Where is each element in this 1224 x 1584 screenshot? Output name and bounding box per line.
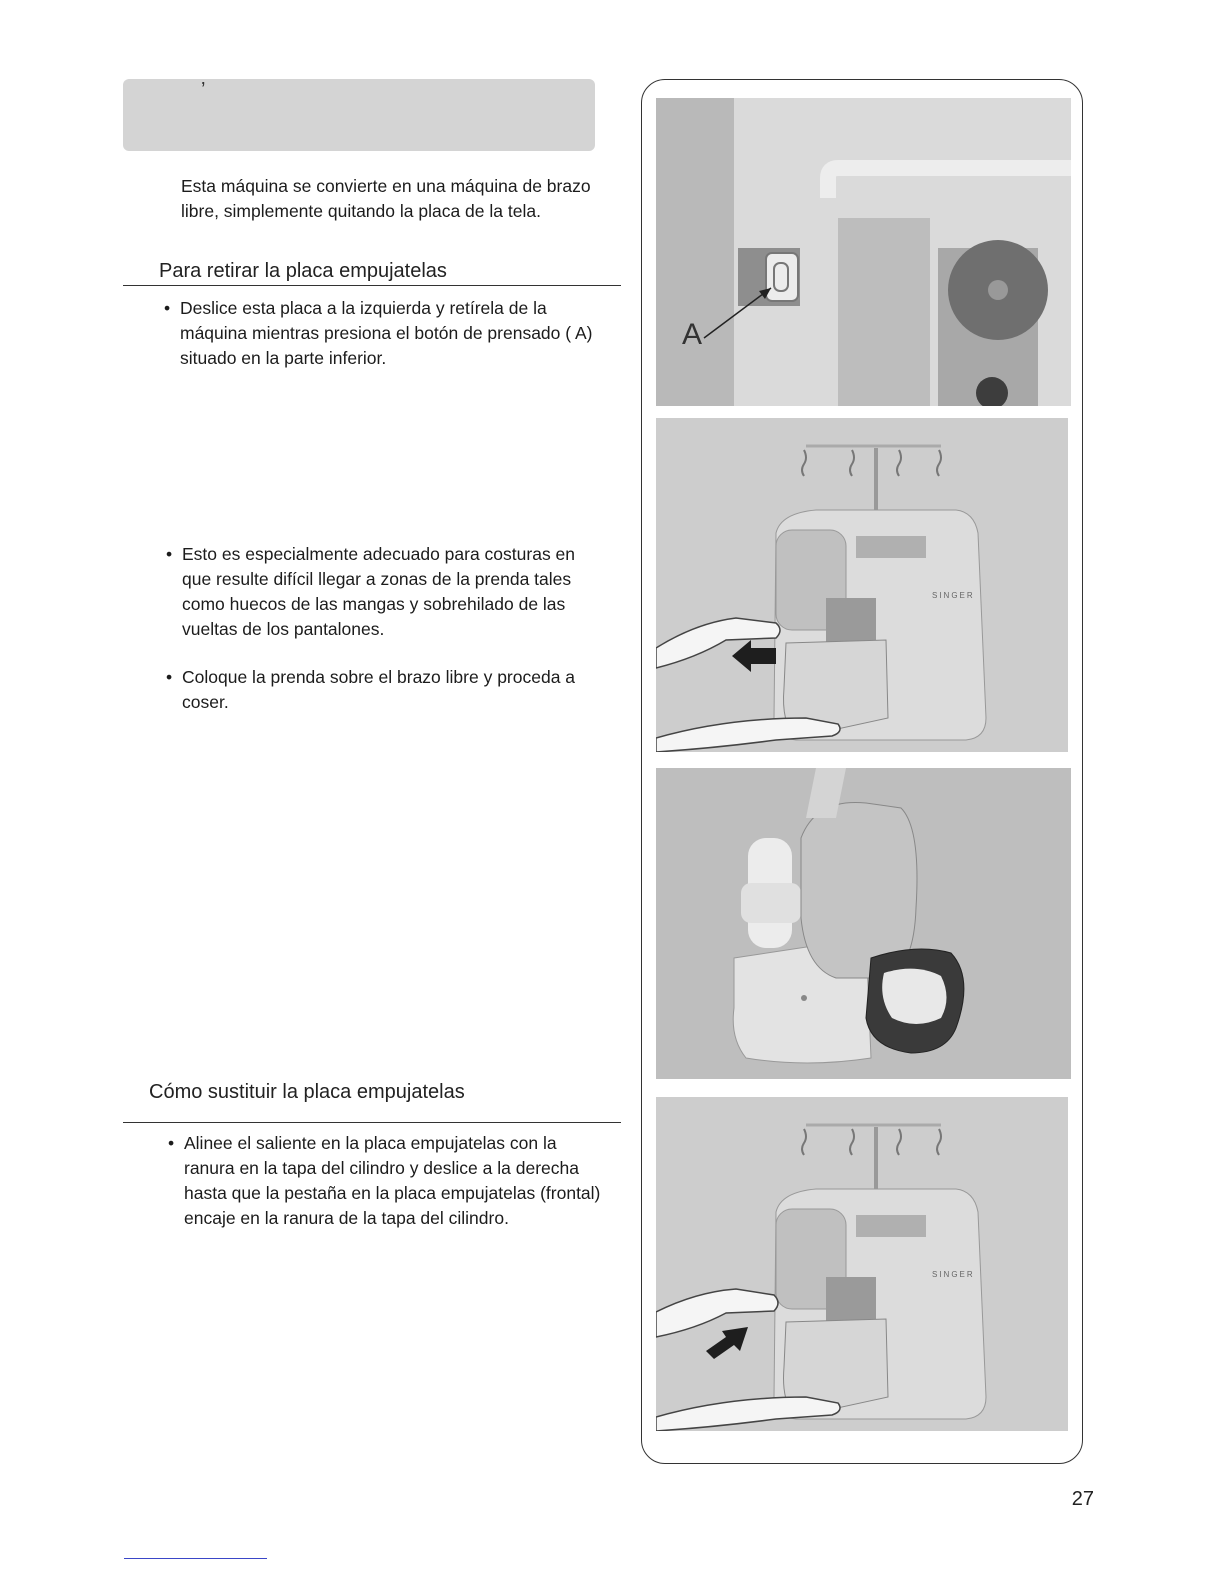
bullet-remove-1: [164, 296, 621, 371]
intro-line: Esta máquina se convierte en una máquina de brazo: [181, 176, 591, 196]
footer-link-underline: [124, 1558, 267, 1559]
section-heading-replace: Cómo sustituir la placa empujatelas: [149, 1081, 465, 1103]
bullet-dot-icon: •: [164, 298, 171, 318]
bullet-dot-icon: •: [168, 1133, 175, 1153]
title-mark: ’: [201, 79, 206, 101]
bullet-line: Alinee el saliente en la placa empujatelas con la: [184, 1133, 557, 1153]
section-rule: [123, 1122, 621, 1123]
bullet-line: situado en la parte inferior.: [180, 348, 387, 368]
bullet-line: encaje en la ranura de la tapa del cilindro.: [184, 1208, 509, 1228]
bullet-remove-3: [166, 665, 621, 715]
photo-brand-label: SINGER: [932, 1270, 975, 1279]
section-rule: [123, 285, 621, 286]
bullet-line: como huecos de las mangas y sobrehilado de las: [182, 594, 566, 614]
photo-release-button: [656, 98, 1071, 406]
photo-remove-plate-illustration: [656, 418, 1068, 752]
photo-free-arm-illustration: [656, 768, 1071, 1079]
bullet-line: coser.: [182, 692, 229, 712]
photo-free-arm: [656, 768, 1071, 1079]
bullet-line: ranura en la tapa del cilindro y deslice a la derecha: [184, 1158, 579, 1178]
bullet-dot-icon: •: [166, 544, 173, 564]
bullet-line: Deslice esta placa a la izquierda y retírela de la: [180, 298, 547, 318]
photo-remove-plate: [656, 418, 1068, 752]
bullet-line: vueltas de los pantalones.: [182, 619, 385, 639]
bullet-line: que resulte difícil llegar a zonas de la prenda tales: [182, 569, 572, 589]
bullet-line: máquina mientras presiona el botón de prensado ( A): [180, 323, 593, 343]
page-number: 27: [1071, 1488, 1094, 1510]
bullet-line: Coloque la prenda sobre el brazo libre y proceda a: [182, 667, 576, 687]
intro-line: libre, simplemente quitando la placa de la tela.: [181, 201, 541, 221]
title-band: [123, 79, 595, 151]
section-heading-remove: Para retirar la placa empujatelas: [159, 260, 447, 282]
photo-label-a: A: [682, 318, 703, 351]
photo-replace-plate-illustration: [656, 1097, 1068, 1431]
photo-release-button-illustration: [656, 98, 1071, 406]
bullet-remove-2: [166, 542, 621, 642]
intro-paragraph: [181, 174, 626, 224]
bullet-dot-icon: •: [166, 667, 173, 687]
photo-replace-plate: [656, 1097, 1068, 1431]
bullet-replace-1: [168, 1131, 621, 1231]
photo-brand-label: SINGER: [932, 591, 975, 600]
bullet-line: Esto es especialmente adecuado para costuras en: [182, 544, 576, 564]
bullet-line: hasta que la pestaña en la placa empujatelas (frontal): [184, 1183, 601, 1203]
